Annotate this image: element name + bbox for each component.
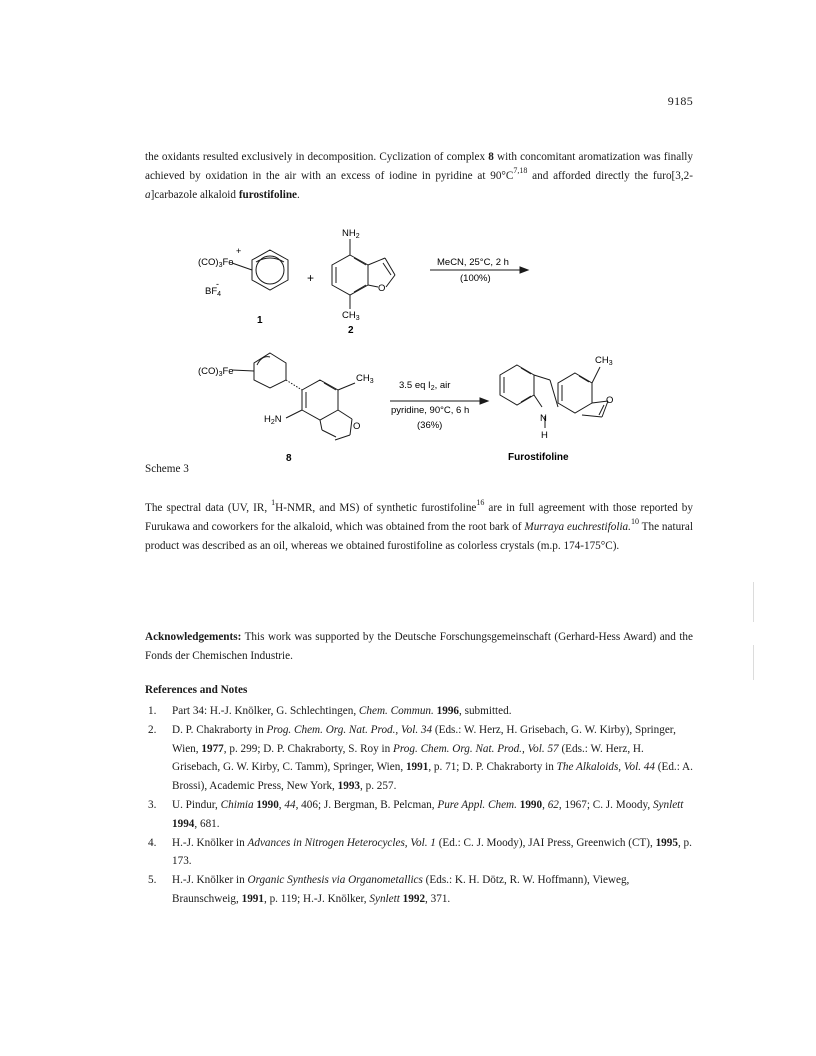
references-list <box>145 702 693 909</box>
scheme-3-figure <box>190 225 640 465</box>
text-run: 1992 <box>402 892 426 905</box>
text-run: (Eds.: W. Herz, H. Grisebach, G. W. Kirby, C. Tamm), Springer, Wien, <box>172 742 644 774</box>
text-run: 1977 <box>201 742 224 755</box>
text-run: , 1967; C. J. Moody, <box>558 798 653 811</box>
text-run: 1991 <box>405 761 429 774</box>
reference-text <box>172 702 693 721</box>
furostifoline-methyl: $CH_3$ <box>595 355 613 367</box>
text-run: The natural product was described as an oil, whereas we obtained furostifoline as colorless crystals (m.p. 174-175°C). <box>145 521 693 552</box>
furostifoline-ring-c <box>558 373 592 413</box>
text-run: H.-J. Knölker in <box>172 836 248 849</box>
text-run: Advances in Nitrogen Heterocycles, Vol. 1 <box>247 836 436 849</box>
compound-1-number: 1 <box>257 315 263 326</box>
reference-number: 5. <box>148 874 157 887</box>
text-run: U. Pindur, <box>172 798 221 811</box>
furostifoline-hydrogen: H <box>541 430 548 441</box>
text-run: , submitted. <box>459 705 512 717</box>
furostifoline-ring-a <box>500 365 534 405</box>
text-run: 44 <box>284 798 296 811</box>
text-run: , 681. <box>194 817 220 830</box>
compound-1-fe-label: $(CO)_3Fe$ <box>198 257 234 269</box>
text-run: are in full agreement with those reported by Furukawa and coworkers for the alkaloid, which was obtained from the root bark of <box>145 502 693 533</box>
text-run: The spectral data (UV, IR, <box>145 502 272 514</box>
text-run: 1990 <box>256 798 279 811</box>
text-run: with concomitant aromatization was finally achieved by oxidation in the air with an excess of iodine in pyridine at 90°C <box>145 151 694 182</box>
text-run: (Eds.: W. Herz, H. Grisebach, G. W. Kirby), Springer, Wien, <box>172 723 676 755</box>
text-run: Synlett <box>369 892 400 905</box>
reference-text <box>172 721 693 796</box>
plus-sign: + <box>307 271 315 285</box>
text-run: , <box>278 798 285 811</box>
acknowledgements-text: This work was supported by the Deutsche Forschungsgemeinschaft (Gerhard-Hess Award) and the Fonds der Chemischen Industrie. <box>145 631 693 662</box>
text-run: Prog. Chem. Org. Nat. Prod., Vol. 57 <box>393 742 559 755</box>
compound-8-methyl: $CH_3$ <box>356 373 374 385</box>
furostifoline-nitrogen: N <box>540 413 547 424</box>
references-heading: References and Notes <box>145 684 248 696</box>
reaction-2-conditions: pyridine, 90°C, 6 h <box>391 405 470 416</box>
compound-1-counterion: $BF_4$ <box>205 286 222 298</box>
reaction-2-yield: (36%) <box>417 420 443 431</box>
reference-item <box>145 721 693 796</box>
text-run: 1 <box>271 498 276 508</box>
text-run: , p. 71; D. P. Chakraborty in <box>428 761 557 774</box>
acknowledgements-heading: Acknowledgements: <box>145 631 242 643</box>
reference-number: 4. <box>148 836 157 849</box>
text-run: a <box>145 189 151 201</box>
scheme-label: Scheme 3 <box>145 463 189 475</box>
reference-text <box>172 871 693 909</box>
compound-1-counterion-charge: - <box>216 279 219 289</box>
text-run: 16 <box>476 498 485 508</box>
text-run: , <box>542 798 548 811</box>
compound-1-charge: + <box>236 246 242 256</box>
acknowledgements <box>145 628 693 666</box>
text-run: 1991 <box>241 892 264 905</box>
text-run: The Alkaloids, Vol. 44 <box>556 761 655 774</box>
text-run: . <box>297 189 300 201</box>
text-run: Chimia <box>220 798 254 811</box>
text-run: Chem. Commun. <box>358 705 434 717</box>
reference-item <box>145 702 693 721</box>
reference-number: 2. <box>148 723 157 736</box>
text-run: , p. 257. <box>360 780 397 793</box>
text-run: D. P. Chakraborty in <box>172 723 267 736</box>
text-run: 10 <box>630 517 639 527</box>
text-run: , p. 119; H.-J. Knölker, <box>263 892 370 905</box>
reaction-2-reagent: 3.5 eq $I_2$, air <box>399 380 451 392</box>
scan-artifact <box>753 645 754 680</box>
text-run: and afforded directly the furo[3,2- <box>527 170 693 182</box>
compound-8-number: 8 <box>286 453 292 464</box>
furostifoline-oxygen: O <box>606 395 614 406</box>
text-run: , p. 299; D. P. Chakraborty, S. Roy in <box>223 742 394 755</box>
reference-item <box>145 834 693 872</box>
text-run: 1990 <box>519 798 543 811</box>
text-run: 1993 <box>337 780 361 793</box>
compound-2-amine: $NH_2$ <box>342 228 360 240</box>
text-run: (Eds.: K. H. Dötz, R. W. Hoffmann), Vieweg, Braunschweig, <box>172 874 630 905</box>
text-run: Synlett <box>652 798 684 811</box>
text-run: , p. 173. <box>172 836 692 868</box>
furostifoline-name: Furostifoline <box>508 452 569 463</box>
reference-item <box>145 796 693 834</box>
text-run: (Ed.: C. J. Moody), JAI Press, Greenwich (CT), <box>435 836 656 849</box>
compound-2-number: 2 <box>348 325 354 336</box>
text-run: 7,18 <box>513 166 528 176</box>
reference-text <box>172 834 693 872</box>
compound-8-amine: $H_2N$ <box>264 414 282 426</box>
text-run: 8 <box>488 151 494 163</box>
reference-text <box>172 796 693 834</box>
page-number: 9185 <box>667 94 693 108</box>
text-run: 1994 <box>172 817 195 830</box>
text-run: Part 34: H.-J. Knölker, G. Schlechtingen, <box>172 705 359 717</box>
compound-8-arene <box>302 380 338 420</box>
reference-number: 1. <box>148 705 157 717</box>
text-run: the oxidants resulted exclusively in decomposition. Cyclization of complex <box>145 151 489 163</box>
reaction-1-conditions: MeCN, 25°C, 2 h <box>437 257 509 268</box>
text-run: 1996 <box>436 705 459 717</box>
compound-1-dienyl-circle <box>256 256 284 284</box>
text-run: ]carbazole alkaloid <box>150 189 239 201</box>
body-paragraph-spectral <box>145 499 693 556</box>
reaction-1-yield: (100%) <box>460 273 491 284</box>
scan-artifact <box>753 582 754 622</box>
compound-8-fe-label: $(CO)_3Fe$ <box>198 366 234 378</box>
compound-8-oxygen: O <box>353 421 361 432</box>
compound-2-oxygen: O <box>378 283 386 294</box>
text-run: , 406; J. Bergman, B. Pelcman, <box>295 798 438 811</box>
text-run: H.-J. Knölker in <box>172 874 248 887</box>
text-run: 1995 <box>655 836 678 849</box>
text-run: 62 <box>547 798 559 811</box>
text-run: Murraya euchrestifolia. <box>524 521 631 533</box>
text-run: furostifoline <box>238 189 298 201</box>
text-run: H-NMR, and MS) of synthetic furostifoline <box>275 502 477 514</box>
compound-8-cyclohexadiene <box>254 353 286 388</box>
compound-2-methyl: $CH_3$ <box>342 310 360 322</box>
body-paragraph-cyclization <box>145 148 693 205</box>
text-run: Pure Appl. Chem. <box>437 798 517 811</box>
reference-item <box>145 871 693 909</box>
text-run: Organic Synthesis via Organometallics <box>247 874 423 887</box>
text-run: (Ed.: A. Brossi), Academic Press, New York, <box>172 761 693 793</box>
compound-2-benzene <box>332 255 368 295</box>
text-run: , 371. <box>425 892 451 905</box>
reference-number: 3. <box>148 798 157 811</box>
text-run: Prog. Chem. Org. Nat. Prod., Vol. 34 <box>266 723 433 736</box>
